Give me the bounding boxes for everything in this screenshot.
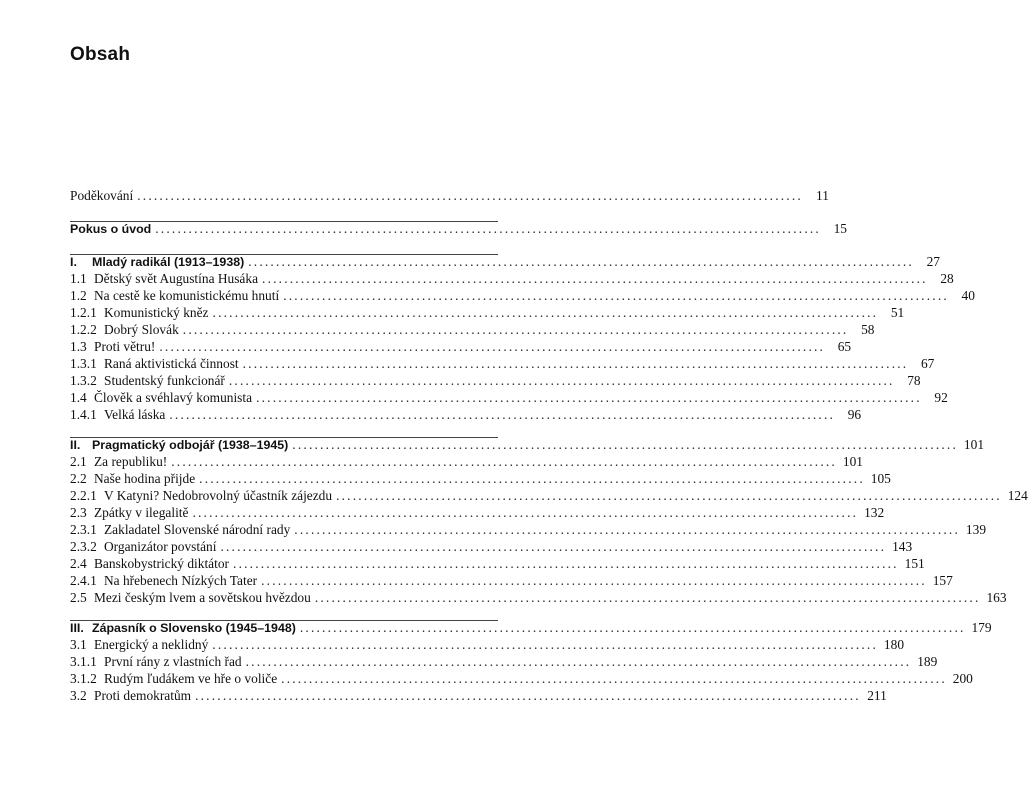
toc-entry[interactable] [70, 589, 1007, 607]
toc-entry-title: Mezi českým lvem a sovětskou hvězdou [94, 590, 311, 605]
toc-entry-page-number: 92 [934, 390, 948, 405]
toc-entry-title: Zápasník o Slovensko (1945–1948) [92, 621, 296, 635]
page-title: Obsah [70, 44, 131, 65]
dot-leader: ........................................................................................................................ [195, 688, 861, 703]
toc-entry-number: I. [70, 255, 77, 269]
toc-entry-title: Banskobystrický diktátor [94, 556, 230, 571]
toc-entry-page-number: 105 [870, 471, 891, 486]
toc-entry-title: Dětský svět Augustína Husáka [94, 271, 259, 286]
toc-entry-number: 2.1 [70, 454, 87, 469]
toc-entry-title: Zpátky v ilegalitě [94, 505, 189, 520]
toc-entry[interactable] [70, 270, 954, 288]
toc-entry-number: 1.1 [70, 271, 87, 286]
toc-entry-title: Rudým ľudákem ve hře o voliče [104, 671, 278, 686]
toc-entry[interactable] [70, 355, 935, 373]
dot-leader: ........................................................................................................................ [242, 356, 909, 371]
toc-entry-page-number: 179 [971, 620, 992, 635]
toc-entry[interactable] [70, 538, 913, 556]
toc-entry-number: 1.4.1 [70, 407, 97, 422]
dot-leader: ........................................................................................................................ [245, 654, 912, 669]
toc-entry-page-number: 15 [833, 221, 847, 236]
dot-leader: ........................................................................................................................ [155, 221, 821, 236]
dot-leader: ........................................................................................................................ [199, 471, 865, 486]
toc-entry-page-number: 143 [892, 539, 913, 554]
toc-entry-number: 2.2 [70, 471, 87, 486]
dot-leader: ........................................................................................................................ [192, 505, 859, 520]
toc-entry[interactable] [70, 619, 992, 637]
dot-leader: ........................................................................................................................ [262, 271, 928, 286]
toc-entry[interactable] [70, 453, 863, 471]
toc-entry[interactable] [70, 670, 973, 688]
toc-entry-page-number: 11 [816, 188, 829, 203]
toc-entry-page-number: 96 [847, 407, 862, 422]
dot-leader: ........................................................................................................................ [137, 188, 803, 203]
toc-entry-title: Dobrý Slovák [104, 322, 179, 337]
toc-entry-number: 3.2 [70, 688, 87, 703]
toc-entry-page-number: 65 [837, 339, 852, 354]
toc-entry-title: V Katyni? Nedobrovolný účastník zájezdu [104, 488, 333, 503]
toc-entry-title: Energický a neklidný [94, 637, 209, 652]
toc-entry-title: Na hřebenech Nízkých Tater [104, 573, 258, 588]
toc-entry-title: Velká láska [104, 407, 166, 422]
toc-entry-title: První rány z vlastních řad [104, 654, 242, 669]
toc-entry-number: 3.1.1 [70, 654, 97, 669]
toc-entry-title: Naše hodina přijde [94, 471, 196, 486]
dot-leader: ........................................................................................................................ [336, 488, 1002, 503]
toc-entry-title: Organizátor povstání [104, 539, 217, 554]
toc-entry-title: Zakladatel Slovenské národní rady [104, 522, 291, 537]
toc-entry[interactable] [70, 504, 885, 522]
toc-entry-number: 1.3.2 [70, 373, 97, 388]
toc-entry-page-number: 163 [986, 590, 1007, 605]
toc-entry-page-number: 78 [907, 373, 921, 388]
toc-entry-title: Mladý radikál (1913–1938) [92, 255, 245, 269]
toc-entry-page-number: 27 [926, 254, 940, 269]
toc-entry-number: 2.2.1 [70, 488, 97, 503]
toc-entry-number: 1.3.1 [70, 356, 97, 371]
toc-entry[interactable] [70, 406, 862, 424]
dot-leader: ........................................................................................................................ [220, 539, 887, 554]
toc-entry[interactable] [70, 187, 829, 205]
toc-entry-number: 2.5 [70, 590, 87, 605]
toc-entry-title: Pokus o úvod [70, 222, 152, 236]
toc-entry-title: Proti demokratům [94, 688, 192, 703]
toc-entry-page-number: 58 [861, 322, 875, 337]
dot-leader: ........................................................................................................................ [299, 620, 966, 635]
dot-leader: ........................................................................................................................ [283, 288, 949, 303]
toc-entry-title: Za republiku! [94, 454, 168, 469]
dot-leader: ........................................................................................................................ [292, 437, 959, 452]
toc-entry-page-number: 200 [952, 671, 973, 686]
toc-entry-number: 3.1.2 [70, 671, 97, 686]
toc-entry[interactable] [70, 470, 891, 488]
toc-entry-number: 2.4.1 [70, 573, 97, 588]
toc-entry-number: 1.2.2 [70, 322, 97, 337]
toc-entry[interactable] [70, 372, 921, 390]
toc-entry-page-number: 51 [890, 305, 905, 320]
dot-leader: ........................................................................................................................ [256, 390, 922, 405]
toc-entry-page-number: 151 [904, 556, 925, 571]
dot-leader: ........................................................................................................................ [281, 671, 947, 686]
toc-entry[interactable] [70, 321, 875, 339]
dot-leader: ........................................................................................................................ [228, 373, 895, 388]
toc-entry-page-number: 132 [864, 505, 885, 520]
toc-entry-number: 2.4 [70, 556, 87, 571]
toc-entry[interactable] [70, 555, 925, 573]
dot-leader: ........................................................................................................................ [261, 573, 927, 588]
toc-entry-number: 3.1 [70, 637, 87, 652]
toc-entry[interactable] [70, 304, 905, 322]
toc-entry[interactable] [70, 220, 847, 238]
toc-entry-page-number: 157 [932, 573, 953, 588]
toc-entry-page-number: 101 [842, 454, 863, 469]
toc-entry[interactable] [70, 521, 987, 539]
toc-entry-page-number: 180 [883, 637, 905, 652]
dot-leader: ........................................................................................................................ [233, 556, 899, 571]
toc-entry-page-number: 189 [917, 654, 938, 669]
toc-entry-page-number: 211 [867, 688, 887, 703]
toc-entry-page-number: 101 [963, 437, 985, 452]
toc-entry[interactable] [70, 687, 887, 705]
dot-leader: ........................................................................................................................ [169, 407, 836, 422]
dot-leader: ........................................................................................................................ [159, 339, 826, 354]
toc-entry-page-number: 40 [961, 288, 975, 303]
toc-entry-page-number: 67 [920, 356, 935, 371]
dot-leader: ........................................................................................................................ [294, 522, 961, 537]
toc-entry-number: 2.3 [70, 505, 87, 520]
dot-leader: ........................................................................................................................ [182, 322, 849, 337]
dot-leader: ........................................................................................................................ [212, 305, 879, 320]
dot-leader: ........................................................................................................................ [248, 254, 914, 269]
toc-entry-number: 1.4 [70, 390, 87, 405]
dot-leader: ........................................................................................................................ [171, 454, 837, 469]
toc-entry-title: Studentský funkcionář [104, 373, 225, 388]
toc-entry[interactable] [70, 653, 938, 671]
toc-entry-number: 1.2 [70, 288, 87, 303]
toc-entry-page-number: 139 [965, 522, 987, 537]
toc-entry-title: Proti větru! [94, 339, 156, 354]
toc-entry[interactable] [70, 253, 940, 271]
toc-entry-number: 2.3.2 [70, 539, 97, 554]
toc-entry[interactable] [70, 287, 975, 305]
toc-entry-title: Poděkování [70, 188, 134, 203]
toc-entry-number: II. [70, 438, 81, 452]
toc-entry-title: Člověk a svéhlavý komunista [94, 390, 253, 405]
toc-entry[interactable] [70, 389, 948, 407]
dot-leader: ........................................................................................................................ [314, 590, 981, 605]
toc-entry-number: 2.3.1 [70, 522, 97, 537]
toc-entry-title: Pragmatický odbojář (1938–1945) [92, 438, 289, 452]
toc-entry-title: Raná aktivistická činnost [104, 356, 239, 371]
toc-entry-number: III. [70, 621, 84, 635]
toc-entry-number: 1.3 [70, 339, 87, 354]
dot-leader: ........................................................................................................................ [212, 637, 879, 652]
toc-entry[interactable] [70, 436, 985, 454]
toc-entry[interactable] [70, 572, 953, 590]
toc-entry-page-number: 124 [1007, 488, 1028, 503]
toc-entry[interactable] [70, 338, 852, 356]
toc-entry-title: Komunistický kněz [104, 305, 209, 320]
toc-entry-page-number: 28 [940, 271, 954, 286]
toc-entry[interactable] [70, 487, 1028, 505]
toc-entry-title: Na cestě ke komunistickému hnutí [94, 288, 280, 303]
toc-entry[interactable] [70, 636, 905, 654]
toc-entry-number: 1.2.1 [70, 305, 97, 320]
